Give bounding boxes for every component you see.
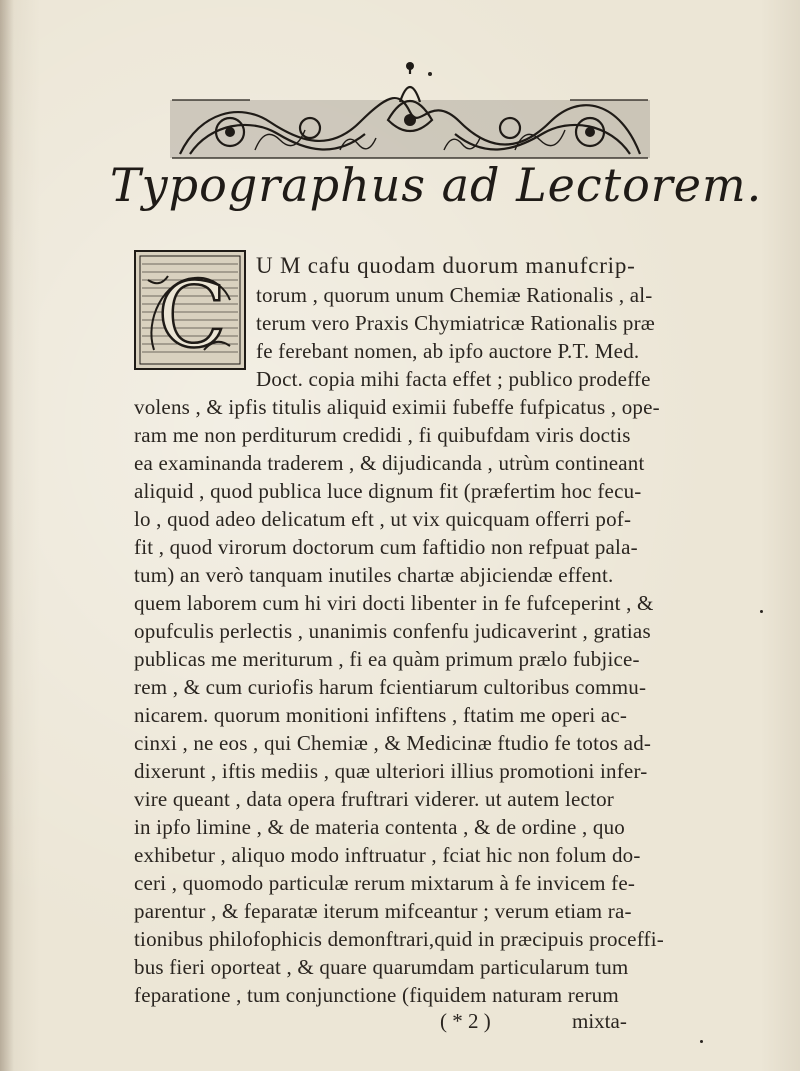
catchword: mixta- [572,1009,627,1033]
text-line: volens , & ipfis titulis aliquid eximii fubeffe fufpicatus , ope- [134,395,660,419]
text-line: Doct. copia mihi facta effet ; publico prodeffe [256,367,651,391]
text-line: vire queant , data opera fruftrari viderer. ut autem lector [134,787,614,811]
text-line: quem laborem cum hi viri docti libenter in fe fufceperint , & [134,591,654,615]
text-line: terum vero Praxis Chymiatricæ Rationalis præ [256,311,655,335]
page-gutter-shadow [0,0,14,1071]
text-line: ea examinanda traderem , & dijudicanda , utrùm contineant [134,451,645,475]
text-line: opufculis perlectis , unanimis confenfu judicaverint , gratias [134,619,651,643]
signature-mark: ( * 2 ) [440,1009,491,1033]
text-line: U M cafu quodam duorum manufcrip- [256,253,636,278]
text-line: fe ferebant nomen, ab ipfo auctore P.T. Med. [256,339,640,363]
ink-speck [700,1040,703,1043]
text-line: publicas me meriturum , fi ea quàm primum prælo fubjice- [134,647,640,671]
text-line: parentur , & feparatæ iterum mifceantur ; verum etiam ra- [134,899,632,923]
text-line: aliquid , quod publica luce dignum fit (præfertim hoc fecu- [134,479,642,503]
text-line: tionibus philofophicis demonftrari,quid in præcipuis proceffi- [134,927,664,951]
text-line: torum , quorum unum Chemiæ Rationalis , al- [256,283,653,307]
text-line: tum) an verò tanquam inutiles chartæ abjiciendæ effent. [134,563,614,587]
text-line: dixerunt , iftis mediis , quæ ulteriori illius promotioni infer- [134,759,648,783]
ink-speck [428,72,432,76]
text-line: cinxi , ne eos , qui Chemiæ , & Medicinæ ftudio fe totos ad- [134,731,652,755]
text-line: rem , & cum curiofis harum fcientiarum cultoribus commu- [134,675,647,699]
text-line: ram me non perditurum credidi , fi quibufdam viris doctis [134,423,631,447]
text-line: ceri , quomodo particulæ rerum mixtarum à fe invicem fe- [134,871,636,895]
text-line: bus fieri oporteat , & quare quarumdam particularum tum [134,955,629,979]
page-title: Typographus ad Lectorem. [110,158,763,212]
text-line: feparatione , tum conjunctione (fiquidem naturam rerum [134,983,619,1007]
text-line: lo , quod adeo delicatum eft , ut vix quicquam offerri pof- [134,507,632,531]
decorated-initial [134,250,246,370]
ink-speck [760,610,763,613]
text-line: in ipfo limine , & de materia contenta , & de ordine , quo [134,815,625,839]
text-line: fit , quod virorum doctorum cum faftidio non refpuat pala- [134,535,638,559]
headpiece-ornament-icon [160,62,660,162]
text-line: nicarem. quorum monitioni infiftens , ftatim me operi ac- [134,703,628,727]
text-line: exhibetur , aliquo modo inftruatur , fciat hic non folum do- [134,843,641,867]
initial-letter: C [157,263,227,368]
